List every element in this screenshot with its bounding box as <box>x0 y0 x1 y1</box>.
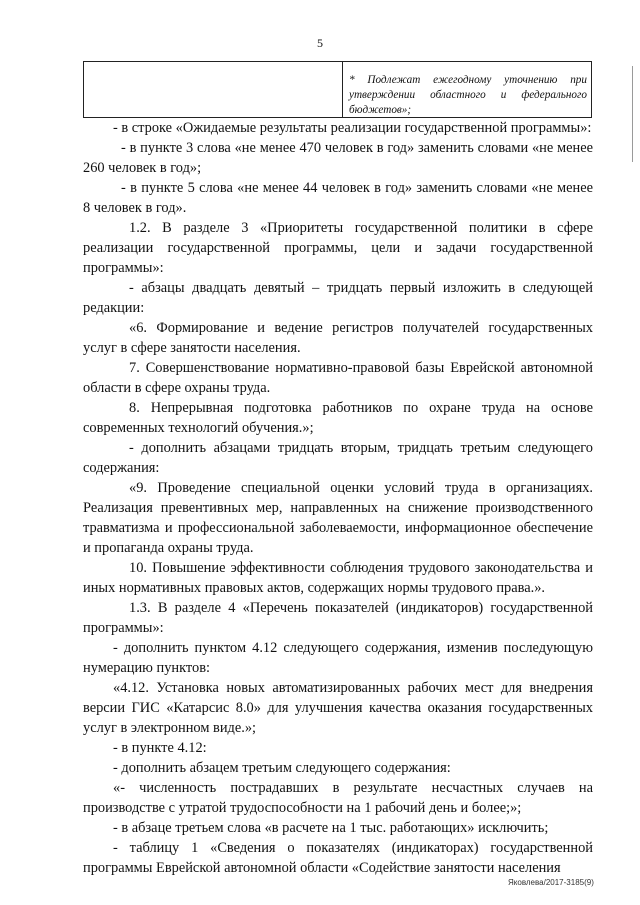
paragraph: 7. Совершенствование нормативно-правовой базы Еврейской автономной области в сфере охраны труда. <box>83 360 593 396</box>
paragraph: - абзацы двадцать девятый – тридцать первый изложить в следующей редакции: <box>83 280 593 316</box>
paragraph: «9. Проведение специальной оценки условий труда в организациях. Реализация превентивных мер, направленных на снижение производственного травматизма и профессиональной заболеваемости, информационное обеспечение и пропаганда охраны труда. <box>83 480 593 556</box>
paragraph: - в абзаце третьем слова «в расчете на 1 тыс. работающих» исключить; <box>113 820 549 836</box>
paragraph: 1.3. В разделе 4 «Перечень показателей (индикаторов) государственной программы»: <box>83 600 593 636</box>
table-fragment <box>83 61 592 118</box>
paragraph: - дополнить абзацем третьим следующего содержания: <box>113 760 451 776</box>
table-cell-note: * Подлежат ежегодному уточнению при утверждении областного и федерального бюджетов»; <box>349 74 587 116</box>
table-cell-empty <box>84 62 343 117</box>
paragraph: - таблицу 1 «Сведения о показателях (индикаторах) государственной программы Еврейской автономной области «Содействие занятости населения <box>83 840 593 876</box>
document-footer-code: Яковлева/2017-3185(9) <box>508 878 594 887</box>
paragraph: - в пункте 5 слова «не менее 44 человек в год» заменить словами «не менее 8 человек в год». <box>83 180 593 216</box>
paragraph: «6. Формирование и ведение регистров получателей государственных услуг в сфере занятости населения. <box>83 320 593 356</box>
paragraph: - дополнить абзацами тридцать вторым, тридцать третьим следующего содержания: <box>83 440 593 476</box>
paragraph: «- численность пострадавших в результате несчастных случаев на производстве с утратой трудоспособности на 1 рабочий день и более;»; <box>83 780 593 816</box>
document-body <box>83 118 593 878</box>
paragraph: 10. Повышение эффективности соблюдения трудового законодательства и иных нормативных правовых актов, содержащих нормы трудового права.». <box>83 560 593 596</box>
paragraph: - в пункте 4.12: <box>113 740 207 756</box>
paragraph: 8. Непрерывная подготовка работников по охране труда на основе современных технологий обучения.»; <box>83 400 593 436</box>
paragraph: «4.12. Установка новых автоматизированных рабочих мест для внедрения версии ГИС «Катарсис 8.0» для улучшения качества оказания государственных услуг в электронном виде.»; <box>83 680 593 736</box>
paragraph: - дополнить пунктом 4.12 следующего содержания, изменив последующую нумерацию пунктов: <box>83 640 593 676</box>
margin-mark <box>632 66 633 162</box>
paragraph: - в строке «Ожидаемые результаты реализации государственной программы»: <box>113 120 592 136</box>
page-number: 5 <box>317 36 323 50</box>
paragraph: - в пункте 3 слова «не менее 470 человек в год» заменить словами «не менее 260 человек в год»; <box>83 140 593 176</box>
paragraph: 1.2. В разделе 3 «Приоритеты государственной политики в сфере реализации государственной программы, цели и задачи государственной программы»: <box>83 220 593 276</box>
